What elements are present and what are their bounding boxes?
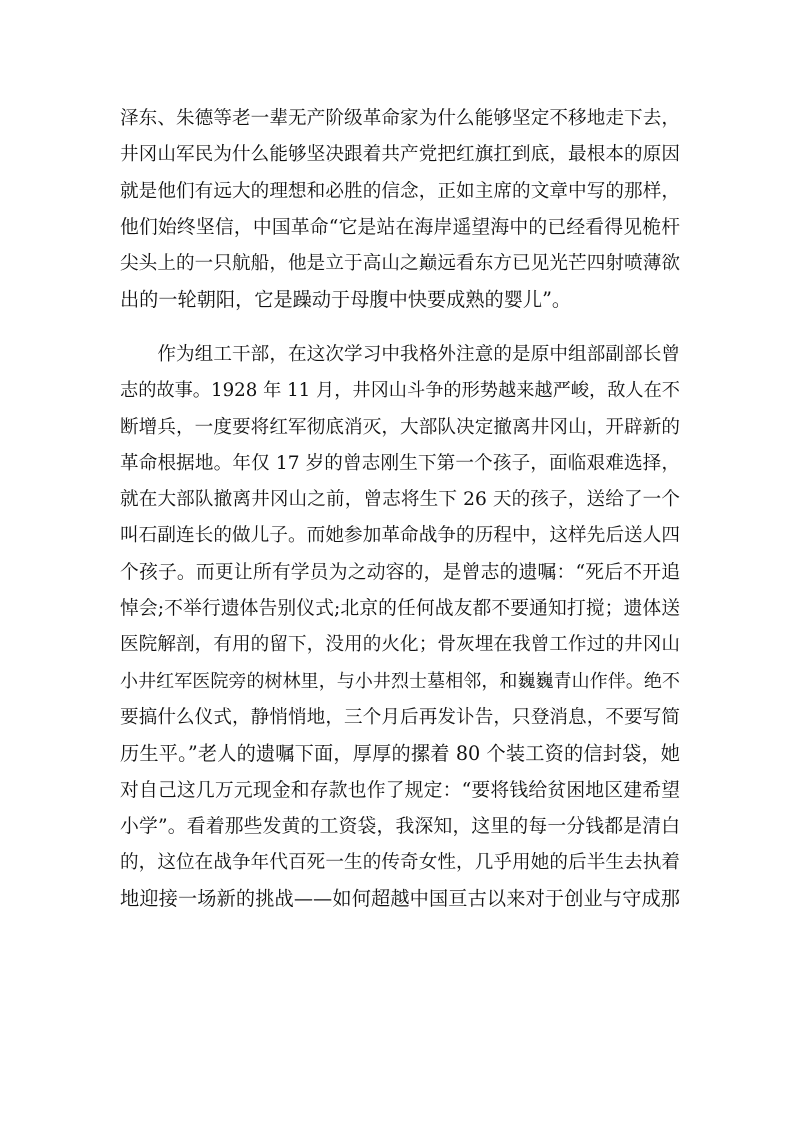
text-line: 就是他们有远大的理想和必胜的信念，正如主席的文章中写的那样，: [120, 180, 680, 202]
text-line: 尖头上的一只航船，他是立于高山之巅远看东方已见光芒四射喷薄欲: [120, 253, 680, 275]
text-line: 泽东、朱德等老一辈无产阶级革命家为什么能够坚定不移地走下去，: [120, 108, 680, 129]
text-line: 对自己这几万元现金和存款也作了规定：“要将钱给贫困地区建希望: [120, 779, 680, 801]
text-line: 他们始终坚信，中国革命“它是站在海岸遥望海中的已经看得见桅杆: [120, 216, 680, 238]
text-line: 叫石副连长的做儿子。而她参加革命战争的历程中，这样先后送人四: [120, 525, 680, 547]
text-line: 革命根据地。年仅 17 岁的曾志刚生下第一个孩子，面临艰难选择，: [120, 452, 680, 474]
paragraph-zeng-zhi-story: [120, 337, 680, 918]
text-line: 就在大部队撤离井冈山之前，曾志将生下 26 天的孩子，送给了一个: [120, 489, 680, 511]
text-line: 医院解剖，有用的留下，没用的火化；骨灰埋在我曾工作过的井冈山: [120, 634, 680, 656]
text-line: 小学”。看着那些发黄的工资袋，我深知，这里的每一分钱都是清白: [120, 815, 680, 837]
text-line: 断增兵，一度要将红军彻底消灭，大部队决定撤离井冈山，开辟新的: [120, 416, 680, 438]
text-line: 个孩子。而更让所有学员为之动容的，是曾志的遗嘱：“死后不开追: [120, 561, 680, 583]
paragraph-revolutionary-belief: [120, 101, 680, 319]
text-line: 志的故事。1928 年 11 月，井冈山斗争的形势越来越严峻，敌人在不: [120, 380, 680, 402]
text-line: 作为组工干部，在这次学习中我格外注意的是原中组部副部长曾: [120, 344, 680, 365]
text-line: 历生平。”老人的遗嘱下面，厚厚的摞着 80 个装工资的信封袋，她: [120, 742, 680, 766]
text-line: 要搞什么仪式，静悄悄地，三个月后再发讣告，只登消息，不要写简: [120, 706, 680, 728]
text-line: 井冈山军民为什么能够坚决跟着共产党把红旗扛到底，最根本的原因: [120, 144, 680, 166]
text-line: 小井红军医院旁的树林里，与小井烈士墓相邻，和巍巍青山作伴。绝不: [120, 670, 680, 692]
text-line: 悼会;不举行遗体告别仪式;北京的任何战友都不要通知打搅；遗体送: [120, 598, 680, 620]
text-line: 地迎接一场新的挑战——如何超越中国亘古以来对于创业与守成那: [120, 887, 680, 911]
text-line: 出的一轮朝阳，它是躁动于母腹中快要成熟的婴儿”。: [120, 288, 572, 312]
text-line: 的，这位在战争年代百死一生的传奇女性，几乎用她的后半生去执着: [120, 852, 680, 874]
